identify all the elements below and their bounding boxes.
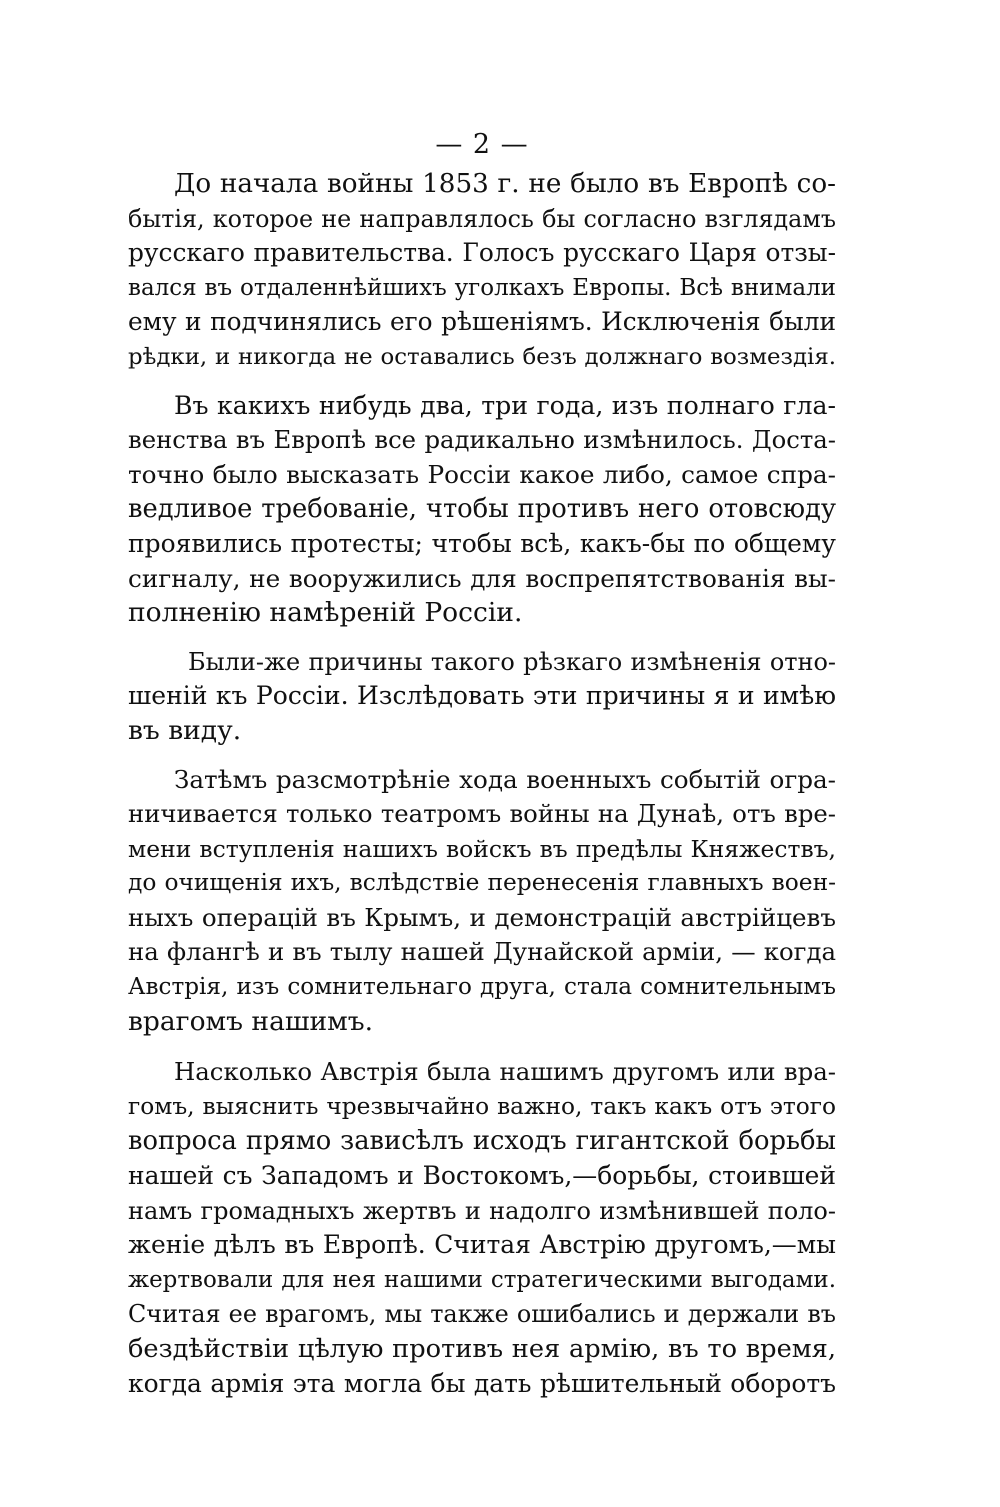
text-line: венства въ Европѣ все радикально измѣнилось. Доста- <box>128 425 836 455</box>
text-line: ныхъ операцій въ Крымъ, и демонстрацій австрійцевъ <box>128 902 836 932</box>
text-line: на флангѣ и въ тылу нашей Дунайской арміи, — когда <box>128 937 836 967</box>
text-line: точно было высказать Россіи какое либо, самое спра- <box>128 459 836 489</box>
page-number: — 2 — <box>435 129 529 160</box>
text-line: вался въ отдаленнѣйшихъ уголкахъ Европы. Всѣ внимали <box>128 274 836 301</box>
text-line: шеній къ Россіи. Изслѣдовать эти причины я и имѣю <box>128 681 836 711</box>
text-line: мени вступленія нашихъ войскъ въ предѣлы Княжествъ, <box>128 834 836 863</box>
text-line: полненію намѣреній Россіи. <box>128 597 523 629</box>
text-line: жертвовали для нея нашими стратегическими выгодами. <box>128 1266 836 1293</box>
paragraph-5 <box>128 1055 836 1401</box>
paragraph-4 <box>128 763 836 1040</box>
text-line: до очищенія ихъ, вслѣдствіе перенесенія главныхъ воен- <box>128 869 836 897</box>
text-line: русскаго правительства. Голосъ русскаго Царя отзы- <box>128 238 836 268</box>
text-line: намъ громадныхъ жертвъ и надолго измѣнившей поло- <box>128 1196 836 1225</box>
text-line: ведливое требованіе, чтобы противъ него отовсюду <box>128 494 836 525</box>
text-line: До начала войны 1853 г. не было въ Европѣ со- <box>174 169 836 199</box>
text-line: ничивается только театромъ войны на Дунаѣ, отъ вре- <box>128 799 836 829</box>
text-line: ему и подчинялись его рѣшеніямъ. Исключенія были <box>128 307 836 337</box>
text-line: Австрія, изъ сомнительнаго друга, стала сомнительнымъ <box>128 974 836 1001</box>
text-line: женіе дѣлъ въ Европѣ. Считая Австрію другомъ,—мы <box>128 1230 836 1260</box>
text-line: Затѣмъ разсмотрѣніе хода военныхъ событій огра- <box>174 764 836 794</box>
text-line: вопроса прямо зависѣлъ исходъ гигантской борьбы <box>128 1126 836 1157</box>
text-line: Были-же причины такого рѣзкаго измѣненія отно- <box>188 647 836 676</box>
text-line: Въ какихъ нибудь два, три года, изъ полнаго гла- <box>174 390 836 420</box>
text-line: бездѣйствіи цѣлую противъ нея армію, въ то время, <box>128 1334 836 1364</box>
text-line: врагомъ нашимъ. <box>128 1005 374 1037</box>
text-line: проявились протесты; чтобы всѣ, какъ-бы по общему <box>128 528 836 558</box>
text-line: гомъ, выяснить чрезвычайно важно, такъ какъ отъ этого <box>128 1092 836 1120</box>
text-line: Считая ее врагомъ, мы также ошибались и держали въ <box>128 1300 836 1329</box>
paragraph-1 <box>128 167 836 375</box>
book-page <box>128 125 836 1398</box>
text-line: бытія, которое не направлялось бы согласно взглядамъ <box>128 204 836 233</box>
text-line: нашей съ Западомъ и Востокомъ,—борьбы, стоившей <box>128 1161 836 1191</box>
text-line: рѣдки, и никогда не оставались безъ должнаго возмездія. <box>128 343 836 370</box>
text-line: въ виду. <box>128 714 242 746</box>
paragraph-2 <box>128 389 836 631</box>
text-line: когда армія эта могла бы дать рѣшительный оборотъ <box>128 1368 836 1398</box>
paragraph-3 <box>128 645 836 749</box>
text-line: Насколько Австрія была нашимъ другомъ или вра- <box>174 1057 836 1087</box>
text-line: сигналу, не вооружились для воспрепятствованія вы- <box>128 563 836 593</box>
